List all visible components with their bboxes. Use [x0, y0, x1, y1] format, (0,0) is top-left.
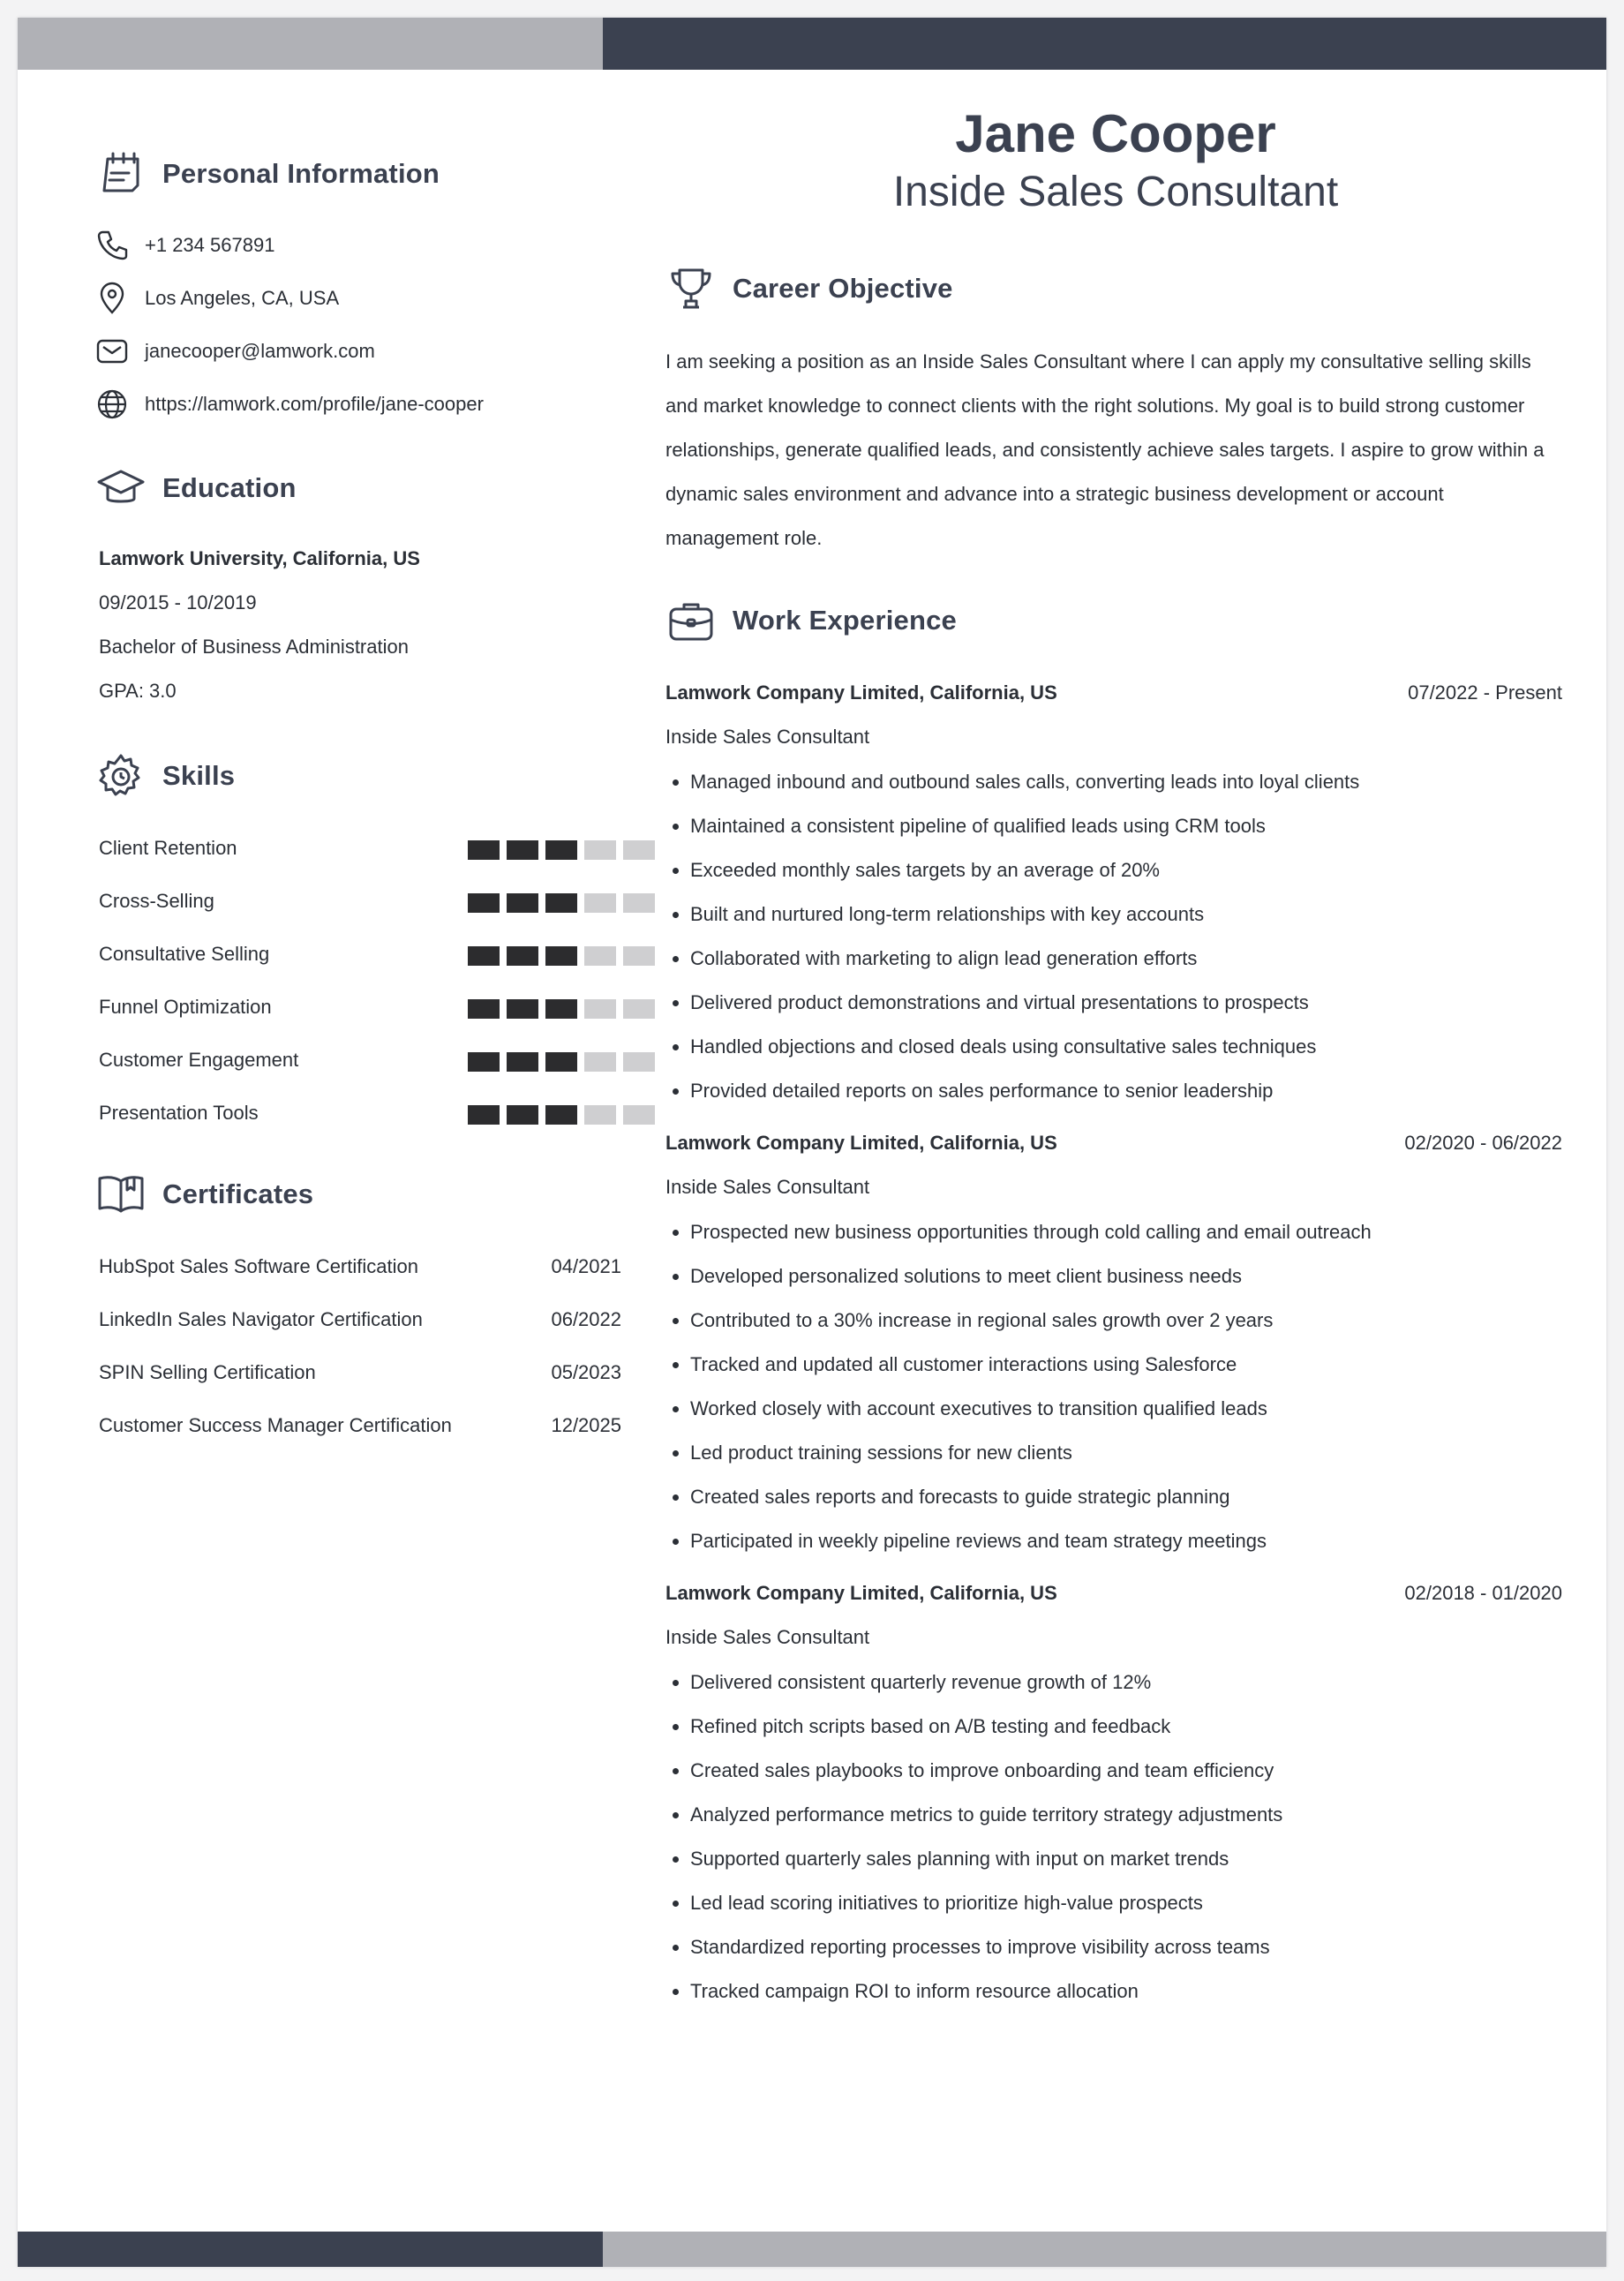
job-bullet: Analyzed performance metrics to guide territory strategy adjustments [665, 1797, 1282, 1841]
job-dates: 02/2018 - 01/2020 [1404, 1582, 1562, 1604]
job-bullet: Provided detailed reports on sales performance to senior leadership [665, 1073, 1359, 1118]
job-bullet: Maintained a consistent pipeline of qualified leads using CRM tools [665, 809, 1359, 853]
skill-level-filled [507, 999, 538, 1019]
job-bullet: Developed personalized solutions to meet client business needs [665, 1259, 1372, 1303]
skill-row [99, 885, 611, 920]
skill-level-empty [584, 840, 616, 860]
skill-level-meter [468, 946, 662, 966]
certificate-date: 05/2023 [551, 1361, 621, 1383]
skill-level-meter [468, 999, 662, 1019]
job-bullet: Worked closely with account executives to transition qualified leads [665, 1391, 1372, 1435]
skill-level-filled [545, 1052, 577, 1072]
job-header [665, 1126, 1562, 1162]
gear-icon [95, 750, 147, 802]
certificate-row [99, 1356, 621, 1391]
job-bullet: Built and nurtured long-term relationships with key accounts [665, 897, 1359, 941]
top-accent-bar-left [18, 18, 603, 70]
phone-text: +1 234 567891 [145, 234, 275, 256]
job-bullets [665, 1215, 1372, 1568]
graduation-cap-icon [95, 463, 147, 514]
objective-text: I am seeking a position as an Inside Sales Consultant where I can apply my consultative selling skills and market knowledge to connect clients with the right solutions. My goal is to build strong customer relationships, generate qualified leads, and consistently achieve sales targets. I aspire to grow within a dynamic sales environment and advance into a strategic business development or account management role. [665, 350, 1545, 549]
skill-level-meter [468, 1105, 662, 1125]
job-bullet: Prospected new business opportunities through cold calling and email outreach [665, 1215, 1372, 1259]
skill-level-filled [507, 840, 538, 860]
education-gpa: GPA: 3.0 [99, 680, 177, 702]
skill-row [99, 1096, 611, 1132]
skill-name: Consultative Selling [99, 943, 270, 965]
candidate-title: Inside Sales Consultant [892, 169, 1339, 215]
job-bullet: Supported quarterly sales planning with input on market trends [665, 1841, 1282, 1886]
certificates-title: Certificates [162, 1178, 314, 1209]
skill-level-filled [545, 1105, 577, 1125]
certificate-date: 06/2022 [551, 1308, 621, 1330]
job-title: Inside Sales Consultant [665, 726, 870, 748]
skill-name: Funnel Optimization [99, 996, 272, 1018]
skill-level-empty [623, 1105, 655, 1125]
job-dates: 02/2020 - 06/2022 [1404, 1132, 1562, 1154]
location-text: Los Angeles, CA, USA [145, 287, 340, 309]
job-bullet: Exceeded monthly sales targets by an average of 20% [665, 853, 1359, 897]
education-title: Education [162, 472, 297, 503]
certificate-name: LinkedIn Sales Navigator Certification [99, 1308, 423, 1330]
job-bullet: Managed inbound and outbound sales calls, converting leads into loyal clients [665, 764, 1359, 809]
personal-info-title: Personal Information [162, 158, 440, 189]
website-link[interactable]: https://lamwork.com/profile/jane-cooper [145, 393, 484, 415]
bottom-accent-bar-left [18, 2232, 603, 2267]
skill-row [99, 990, 611, 1026]
skill-level-meter [468, 840, 662, 860]
skill-level-filled [545, 999, 577, 1019]
job-bullet: Created sales reports and forecasts to guide strategic planning [665, 1479, 1372, 1524]
job-bullets [665, 1665, 1282, 2018]
certificate-date: 12/2025 [551, 1414, 621, 1436]
job-bullet: Led lead scoring initiatives to prioritize high-value prospects [665, 1886, 1282, 1930]
skill-level-meter [468, 1052, 662, 1072]
skill-level-meter [468, 893, 662, 913]
certificate-date: 04/2021 [551, 1255, 621, 1277]
briefcase-icon [665, 595, 717, 646]
skill-row [99, 832, 611, 867]
top-accent-bar-right [603, 18, 1606, 70]
skill-level-filled [468, 893, 500, 913]
job-dates: 07/2022 - Present [1408, 681, 1562, 704]
job-bullets [665, 764, 1359, 1118]
skill-name: Client Retention [99, 837, 237, 859]
skill-name: Customer Engagement [99, 1049, 299, 1071]
education-heading [95, 463, 297, 514]
certificate-row [99, 1409, 621, 1444]
skill-level-filled [507, 893, 538, 913]
job-bullet: Handled objections and closed deals using consultative sales techniques [665, 1029, 1359, 1073]
trophy-icon [665, 263, 717, 314]
personal-info-heading [95, 148, 440, 199]
phone-icon [95, 229, 129, 262]
certificate-name: HubSpot Sales Software Certification [99, 1255, 418, 1277]
website-row [95, 387, 484, 422]
resume-page [18, 18, 1606, 2267]
job-bullet: Refined pitch scripts based on A/B testing and feedback [665, 1709, 1282, 1753]
calendar-note-icon [95, 148, 147, 199]
skill-level-filled [468, 946, 500, 966]
skill-level-empty [623, 1052, 655, 1072]
candidate-name: Jane Cooper [955, 104, 1276, 163]
certificate-row [99, 1303, 621, 1338]
experience-heading [665, 595, 957, 646]
globe-icon [95, 388, 129, 421]
job-bullet: Tracked campaign ROI to inform resource allocation [665, 1974, 1282, 2018]
objective-heading [665, 263, 953, 314]
certificate-name: Customer Success Manager Certification [99, 1414, 452, 1436]
job-bullet: Tracked and updated all customer interactions using Salesforce [665, 1347, 1372, 1391]
book-icon [95, 1169, 147, 1220]
job-company: Lamwork Company Limited, California, US [665, 1582, 1057, 1604]
skill-row [99, 1043, 611, 1079]
job-bullet: Created sales playbooks to improve onboarding and team efficiency [665, 1753, 1282, 1797]
certificates-heading [95, 1169, 313, 1220]
skill-level-filled [545, 893, 577, 913]
skill-level-empty [584, 999, 616, 1019]
job-bullet: Participated in weekly pipeline reviews and team strategy meetings [665, 1524, 1372, 1568]
job-bullet: Standardized reporting processes to improve visibility across teams [665, 1930, 1282, 1974]
skill-level-filled [468, 1105, 500, 1125]
name-block [665, 102, 1566, 219]
phone-row [95, 228, 274, 263]
skill-level-filled [468, 999, 500, 1019]
skill-level-filled [468, 840, 500, 860]
location-row [95, 281, 339, 316]
certificate-name: SPIN Selling Certification [99, 1361, 316, 1383]
skill-level-filled [507, 946, 538, 966]
objective-title: Career Objective [733, 273, 953, 304]
job-bullet: Contributed to a 30% increase in regional sales growth over 2 years [665, 1303, 1372, 1347]
education-school: Lamwork University, California, US [99, 547, 420, 569]
skill-level-empty [584, 1052, 616, 1072]
skill-level-empty [584, 946, 616, 966]
skill-level-empty [584, 893, 616, 913]
skill-level-filled [507, 1052, 538, 1072]
skill-level-empty [623, 840, 655, 860]
job-header [665, 1577, 1562, 1612]
email-link[interactable]: janecooper@lamwork.com [145, 340, 375, 362]
job-header [665, 676, 1562, 711]
experience-title: Work Experience [733, 605, 957, 636]
skill-level-empty [623, 999, 655, 1019]
skill-level-empty [623, 946, 655, 966]
job-bullet: Delivered product demonstrations and virtual presentations to prospects [665, 985, 1359, 1029]
education-degree: Bachelor of Business Administration [99, 636, 409, 658]
envelope-icon [95, 335, 129, 368]
certificate-row [99, 1250, 621, 1285]
job-company: Lamwork Company Limited, California, US [665, 1132, 1057, 1154]
skills-title: Skills [162, 760, 236, 791]
job-company: Lamwork Company Limited, California, US [665, 681, 1057, 704]
skill-level-filled [507, 1105, 538, 1125]
education-dates: 09/2015 - 10/2019 [99, 591, 257, 614]
job-bullet: Collaborated with marketing to align lead generation efforts [665, 941, 1359, 985]
skill-level-filled [468, 1052, 500, 1072]
skill-level-empty [623, 893, 655, 913]
job-bullet: Led product training sessions for new clients [665, 1435, 1372, 1479]
skill-name: Cross-Selling [99, 890, 214, 912]
map-pin-icon [95, 282, 129, 315]
bottom-accent-bar-right [603, 2232, 1606, 2267]
skill-row [99, 937, 611, 973]
skills-heading [95, 750, 235, 802]
job-title: Inside Sales Consultant [665, 1176, 870, 1198]
skill-level-filled [545, 946, 577, 966]
skill-level-empty [584, 1105, 616, 1125]
job-title: Inside Sales Consultant [665, 1626, 870, 1648]
skill-name: Presentation Tools [99, 1102, 259, 1124]
skill-level-filled [545, 840, 577, 860]
email-row [95, 334, 375, 369]
job-bullet: Delivered consistent quarterly revenue growth of 12% [665, 1665, 1282, 1709]
